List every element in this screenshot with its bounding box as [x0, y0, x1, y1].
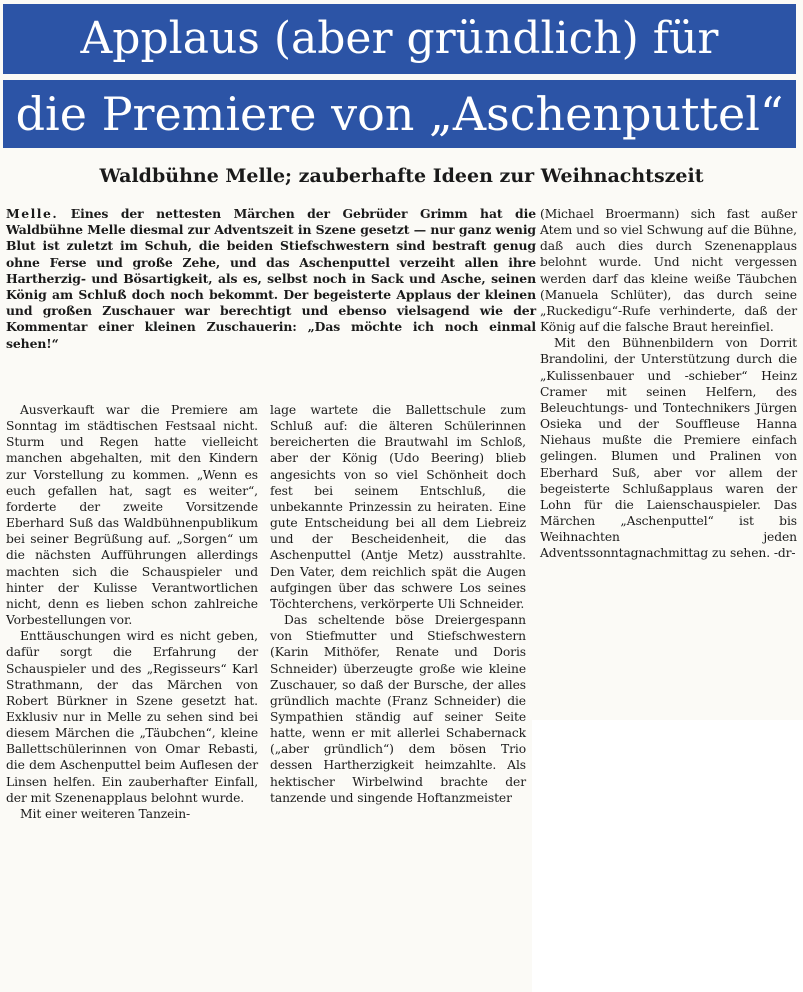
- article-column-2: [270, 402, 526, 806]
- paragraph: lage wartete die Ballettschule zum Schluß auf: die älteren Schülerinnen bereicherten die Brautwahl im Schloß, aber der König (Udo Beering) blieb angesichts von so viel Schönheit doch fest bei seinem Entschluß, die unbekannte Prinzessin zu heiraten. Eine gute Entscheidung bei all dem Liebreiz und der Bescheidenheit, die das Aschenputtel (Antje Metz) ausstrahlte. Den Vater, dem reichlich spät die Augen aufgingen über das schwere Los seines Töchterchens, verkörperte Uli Schneider.: [270, 403, 526, 611]
- dateline: Melle.: [6, 206, 59, 221]
- subheadline: Waldbühne Melle; zauberhafte Ideen zur Weihnachtszeit: [99, 165, 704, 187]
- article-column-3: [540, 206, 797, 561]
- paragraph: Enttäuschungen wird es nicht geben, dafür sorgt die Erfahrung der Schauspieler und des „Regisseurs“ Karl Strathmann, der das Märchen von Robert Bürkner in Szene gesetzt hat. Exklusiv nur in Melle zu sehen sind bei diesem Märchen die „Täubchen“, kleine Ballettschülerinnen von Omar Rebasti, die dem Aschenputtel beim Auflesen der Linsen helfen. Ein zauberhafter Einfall, der mit Szenenapplaus belohnt wurde.: [6, 629, 258, 805]
- paragraph: Das scheltende böse Dreiergespann von Stiefmutter und Stiefschwestern (Karin Mithöfer, Renate und Doris Schneider) überzeugte große wie kleine Zuschauer, so daß der Bursche, der alles gründlich machte (Franz Schneider) die Sympathien ständig auf seiner Seite hatte, wenn er mit allerlei Schabernack („aber gründlich“) dem bösen Trio dessen Hartherzigkeit heimzahlte. Als hektischer Wirbelwind brachte der tanzende und singende Hoftanzmeister: [270, 613, 526, 805]
- lead-text: Eines der nettesten Märchen der Gebrüder Grimm hat die Waldbühne Melle diesmal zur Adventszeit in Szene gesetzt — nur ganz wenig Blut ist zuletzt im Schuh, die beiden Stiefschwestern sind bestraft genug ohne Ferse und große Zehe, und das Aschenputtel verzeiht allen ihre Hartherzig- und Bösartigkeit, als es, selbst noch in Sack und Asche, seinen König am Schluß doch noch bekommt. Der begeisterte Applaus der kleinen und großen Zuschauer war berechtigt und ebenso vielsagend wie der Kommentar einer kleinen Zuschauerin: „Das möchte ich noch einmal sehen!“: [6, 206, 536, 351]
- paragraph: Mit einer weiteren Tanzein-: [20, 806, 191, 821]
- paragraph: Ausverkauft war die Premiere am Sonntag im städtischen Festsaal nicht. Sturm und Regen hatte vielleicht manchen abgehalten, mit den Kindern zur Vorstellung zu kommen. „Wenn es euch gefallen hat, sagt es weiter“, forderte der zweite Vorsitzende Eberhard Suß das Waldbühnenpublikum bei seiner Begrüßung auf. „Sorgen“ um die nächsten Aufführungen allerdings machten sich die Schauspieler und hinter der Kulisse Verantwortlichen nicht, denn es lieben schon zahlreiche Vorbestellungen vor.: [6, 403, 258, 628]
- article-column-1: [6, 402, 258, 822]
- paragraph: (Michael Broermann) sich fast außer Atem und so viel Schwung auf die Bühne, daß auch dies durch Szenenapplaus belohnt wurde. Und nicht vergessen werden darf das kleine weiße Täubchen (Manuela Schlüter), das durch seine „Ruckedigu“-Rufe verhinderte, daß der König auf die falsche Braut hereinfiel.: [540, 207, 797, 335]
- headline-line-2: die Premiere von „Aschenputtel“: [3, 80, 796, 148]
- paragraph: Mit den Bühnenbildern von Dorrit Brandolini, der Unterstützung durch die „Kulissenbauer und -schieber“ Heinz Cramer mit seinen Helfern, des Beleuchtungs- und Tontechnikers Jürgen Osieka und der Souffleuse Hanna Niehaus mußte die Premiere einfach gelingen. Blumen und Pralinen von Eberhard Suß, aber vor allem der begeisterte Schlußapplaus waren der Lohn für die Laienschauspieler. Das Märchen „Aschenputtel“ ist bis Weihnachten jeden Adventssonntagnachmittag zu sehen. -dr-: [540, 336, 797, 561]
- lead-paragraph: [6, 206, 536, 352]
- blank-area: [532, 720, 803, 992]
- headline-line-1: Applaus (aber gründlich) für: [3, 4, 796, 74]
